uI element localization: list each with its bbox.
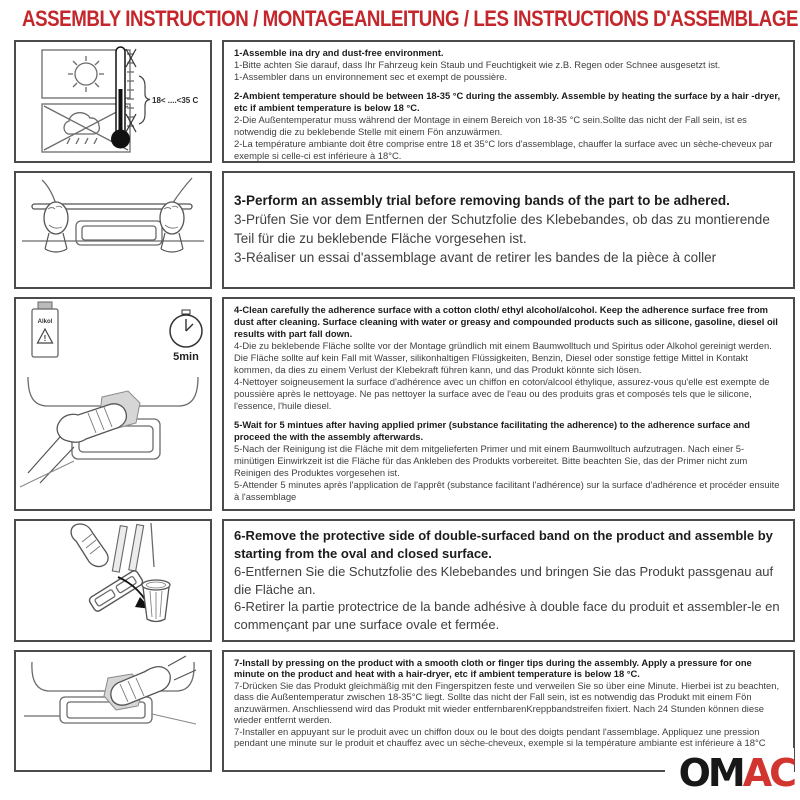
instruction-1-en: 1-Assemble ina dry and dust-free environment. [234,47,444,58]
row-clean [14,297,795,511]
pointer-line [152,714,196,724]
trash-can-icon [142,580,170,622]
page-title: ASSEMBLY INSTRUCTION / MONTAGEANLEITUNG / LES INSTRUCTIONS D'ASSEMBLAGE [22,6,798,31]
bottle-label: Alkol [37,319,53,325]
pointer-line [20,461,74,487]
instructions-4-5 [222,297,795,511]
instruction-1 [234,47,783,83]
press-install-illustration [14,650,212,772]
alcohol-bottle-icon [32,302,58,357]
left-hand-icon [44,202,68,252]
remove-band-svg [16,521,210,640]
omac-logo-red: AC [742,751,794,795]
clean-surface-svg [16,299,210,509]
instruction-6-box [222,519,795,642]
svg-text:!: ! [43,334,47,343]
instruction-6 [234,527,783,633]
instruction-4-fr: 4-Nettoyer soigneusement la surface d'adhérence avec un chiffon en coton/alcool éthylique, assurez-vous qu'elle est exempte de poussière après le nettoyage. Ne pas nettoyer la surface avec de l'eau ou des produits gras et composés tels que le silicone, l'essence, l'huile diesel. [234,376,770,412]
instruction-6-de: 6-Entfernen Sie die Schutzfolie des Klebebandes und bringen Sie das Produkt passgenau auf die Fläche an. [234,563,774,597]
instruction-7-de: 7-Drücken Sie das Produkt gleichmäßig mit den Fingerspitzen feste und verweilen Sie so über eine Minute. Hierbei ist zu beachten, dass die Außentemperatur zwischen 18-35°C liegt. Sollte das nicht der Fall sein, ist es notwendig das Produkt mit einem Fön anzuwärmen. Anschliessend wird das Produkt mit wieder entfernbarenKreppbandstreifen fixiert. Nach 24 Stunden können diese wieder entfernt werden. [234,679,780,726]
clean-surface-illustration [14,297,212,511]
instruction-1-fr: 1-Assembler dans un environnement sec et exempt de poussière. [234,71,508,83]
instruction-2 [234,90,783,162]
instruction-5-de: 5-Nach der Reinigung ist die Fläche mit dem mitgelieferten Primer und mit einem Baumwolltuch aufzutragen. Nach einer 5-minütigen Einwirkzeit ist die Fläche für das Ankleben des Produkts vorbereitet. Bitte beachten Sie, das der Primer nicht zum Reinigen des Produktes vorgesehen ist. [234,443,748,479]
instruction-4-de: 4-Die zu beklebende Fläche sollte vor der Montage gründlich mit einem Baumwolltuch und Spiritus oder Alkohol gereinigt werden. Die Fläche sollte auf kein Fall mit Wasser, silikonhaltigen Flüssigkeiten, Benzin, Diesel oder sonstige fettige Mittel in Kontakt kommen, da dies zu einem Verlust der Klebekraft führen kann, und das Produkt könnte sich lösen. [234,340,772,376]
instruction-3-de: 3-Prüfen Sie vor dem Entfernen der Schutzfolie des Klebebandes, ob das zu montierende Teil für die zu beklebende Fläche vorgesehen ist. [234,212,770,246]
brace-glyph [139,76,150,124]
instruction-5 [234,419,783,503]
wait-time-label: 5min [173,351,199,363]
press-install-svg [16,652,210,770]
instruction-1-de: 1-Bitte achten Sie darauf, dass Ihr Fahrzeug kein Staub und Feuchtigkeit wie z.B. Regen oder Schnee ausgesetzt ist. [234,59,721,71]
instruction-3-box [222,171,795,289]
instruction-5-fr: 5-Attender 5 minutes après l'application de l'apprêt (substance facilitant l'adhérence) sur la surface d'adhérence et procéder ensuite à l'assemblage [234,479,780,503]
instruction-7-fr: 7-Installer en appuyant sur le produit avec un chiffon doux ou le bout des doigts pendant l'assemblage. Appliquez une pression pendant une minute sur le produit et chauffez avec un sèche-cheveux, exemple si la température ambiante est inférieure à 18°C [234,725,766,749]
protective-strips [112,522,143,575]
remove-band-illustration [14,519,212,642]
pressing-hand-icon [104,656,196,710]
instruction-table [14,40,795,772]
thermometer-icon [111,47,198,149]
instruction-3 [234,192,783,268]
peeling-hand-icon [71,524,108,567]
clock-icon [170,310,202,363]
instruction-6-fr: 6-Retirer la partie protectrice de la bande adhésive à double face du produit et assembler-le en commençant par une surface ovale et fermée. [234,599,780,632]
instruction-3-fr: 3-Réaliser un essai d'assemblage avant de retirer les bandes de la pièce à coller [234,249,717,265]
assembly-trial-svg [16,173,210,287]
sun-icon [68,56,104,92]
instruction-2-fr: 2-La température ambiante doit être comprise entre 18 et 35°C lors d'assemblage, chauffer la surface avec un sèche-cheveux par exemple si celle-ci est inférieure à 18°C. [234,138,773,162]
row-remove-band [14,519,795,642]
instruction-6-en: 6-Remove the protective side of double-surfaced band on the product and assemble by starting from the oval and closed surface. [234,528,773,562]
instructions-1-2 [222,40,795,163]
instruction-4 [234,304,783,412]
row-trial [14,171,795,289]
thermometer-range-label: 18< ....<35 C [152,96,199,105]
instruction-4-en: 4-Clean carefully the adherence surface with a cotton cloth/ ethyl alcohol/alcohol. Keep the adherence surface free from dust after cleaning. Surface cleaning with water or greasy and compounded products such as silicone, gasoline, diesel oil results with part fall down. [234,304,778,340]
climate-svg [16,42,210,161]
instruction-5-en: 5-Wait for 5 mintues after having applied primer (substance facilitating the adherence) to the adherence surface and proceed the with the assembly afterwards. [234,419,750,443]
instruction-7-en: 7-Install by pressing on the product with a smooth cloth or finger tips during the assembly. Apply a pressure for one minute on the product and heat with a hair-dryer, etc if ambient temperature is below 18 °C. [234,657,752,680]
omac-logo-black: OM [678,751,743,795]
right-hand-icon [160,202,184,252]
instruction-3-en: 3-Perform an assembly trial before removing bands of the part to be adhered. [234,193,730,209]
instruction-2-de: 2-Die Außentemperatur muss während der Montage in einem Bereich von 18-35 °C sein.Sollte das nicht der Fall sein, ist es notwendig die zu beklebende Stelle mit einem Fön anzuwärmen. [234,114,747,138]
omac-logo [665,748,794,798]
instruction-2-en: 2-Ambient temperature should be between 18-35 °C during the assembly. Assemble by heating the surface by a hair -dryer, etc if ambient temperature is below 18 °C. [234,90,781,114]
assembly-trial-illustration [14,171,212,289]
instruction-7 [234,657,783,749]
climate-illustration [14,40,212,163]
row-climate [14,40,795,163]
wiping-hand-icon [28,391,140,483]
